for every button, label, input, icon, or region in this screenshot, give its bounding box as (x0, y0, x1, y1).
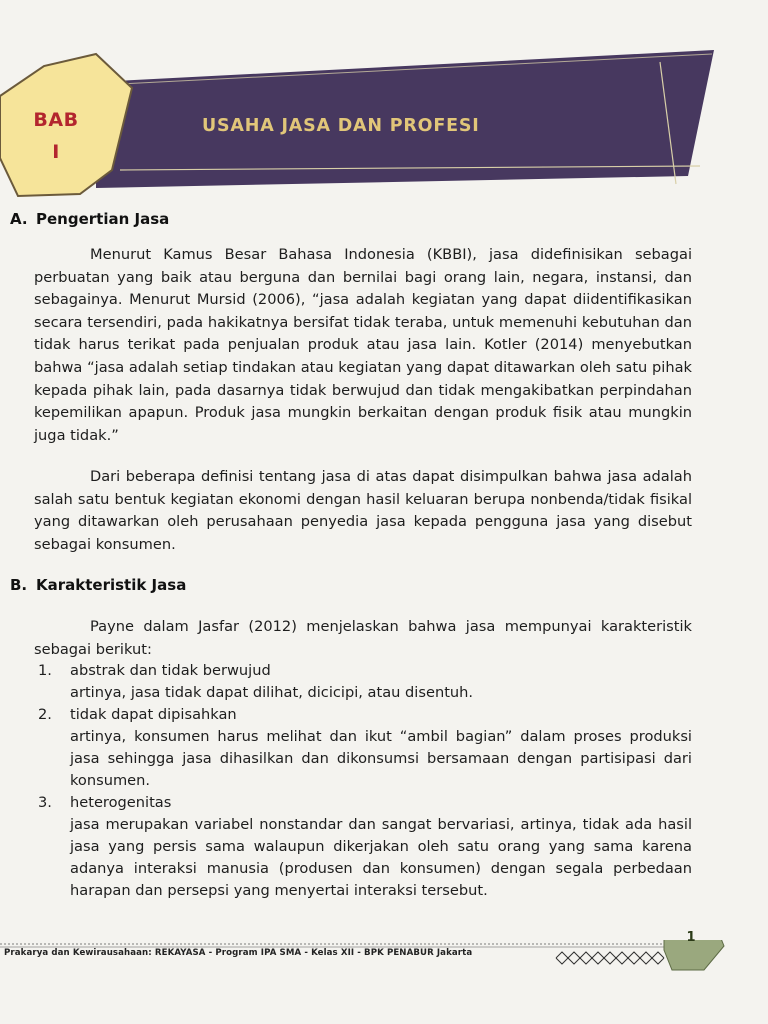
intro-text: Payne dalam Jasfar (2012) menjelaskan bahwa jasa mempunyai karakteristik sebagai berikut: (34, 618, 692, 658)
page-number: 1 (686, 930, 696, 945)
footer-text: Prakarya dan Kewirausahaan: REKAYASA - Program IPA SMA - Kelas XII - BPK PENABUR Jakarta (4, 948, 473, 958)
item-description: jasa merupakan variabel nonstandar dan sangat bervariasi, artinya, tidak ada hasil jasa yang persis sama walaupun dikerjakan oleh satu orang yang sama karena adanya interaksi manusia (produsen dan konsumen) dengan segala perbedaan harapan dan persepsi yang menyertai interaksi tersebut. (70, 816, 692, 899)
paragraph-2-text: Dari beberapa definisi tentang jasa di atas dapat disimpulkan bahwa jasa adalah salah satu bentuk kegiatan ekonomi dengan hasil keluaran berupa nonbenda/tidak fisikal yang ditawarkan oleh perusahaan penyedia jasa kepada pengguna jasa yang disebut sebagai konsumen. (34, 468, 692, 553)
bab-word: BAB (33, 109, 79, 131)
list-item (34, 704, 692, 792)
bab-badge-label (14, 104, 98, 168)
list-item (34, 660, 692, 704)
section-b-intro (34, 616, 692, 661)
footer-ornament (0, 940, 768, 980)
section-b-title: Karakteristik Jasa (36, 576, 187, 594)
item-description: artinya, jasa tidak dapat dilihat, dicicipi, atau disentuh. (70, 684, 474, 701)
item-description: artinya, konsumen harus melihat dan ikut “ambil bagian” dalam proses produksi jasa sehingga jasa dihasilkan dan dikonsumsi bersamaan dengan partisipasi dari konsumen. (70, 728, 692, 789)
section-a-title: Pengertian Jasa (36, 210, 170, 228)
item-number: 2. (38, 706, 52, 723)
paragraph-1-text: Menurut Kamus Besar Bahasa Indonesia (KBBI), jasa didefinisikan sebagai perbuatan yang baik atau berguna dan bernilai bagi orang lain, negara, instansi, dan sebagainya. Menurut Mursid (2006), “jasa adalah kegiatan yang dapat diidentifikasikan secara tersendiri, pada hakikatnya bersifat tidak teraba, untuk memenuhi kebutuhan dan tidak harus terikat pada penjualan produk atau jasa lain. Kotler (2014) menyebutkan bahwa “jasa adalah setiap tindakan atau kegiatan yang dapat ditawarkan oleh satu pihak kepada pihak lain, pada dasarnya tidak berwujud dan tidak mengakibatkan perpindahan kepemilikan apapun. Produk jasa mungkin berkaitan dengan produk fisik atau mungkin juga tidak.” (34, 246, 692, 444)
section-a-paragraph-2 (34, 466, 692, 556)
page-footer (0, 940, 768, 980)
section-b-letter: B. (10, 576, 28, 594)
item-number: 3. (38, 794, 52, 811)
chapter-title: USAHA JASA DAN PROFESI (202, 116, 480, 136)
item-number: 1. (38, 662, 52, 679)
item-title: tidak dapat dipisahkan (70, 706, 237, 723)
section-b-heading (10, 576, 186, 594)
characteristics-list (34, 660, 692, 902)
section-a-letter: A. (10, 210, 28, 228)
section-a-paragraph-1 (34, 244, 692, 447)
list-item (34, 792, 692, 902)
section-a-heading (10, 210, 169, 228)
item-title: heterogenitas (70, 794, 172, 811)
bab-number: I (52, 141, 60, 163)
item-title: abstrak dan tidak berwujud (70, 662, 271, 679)
